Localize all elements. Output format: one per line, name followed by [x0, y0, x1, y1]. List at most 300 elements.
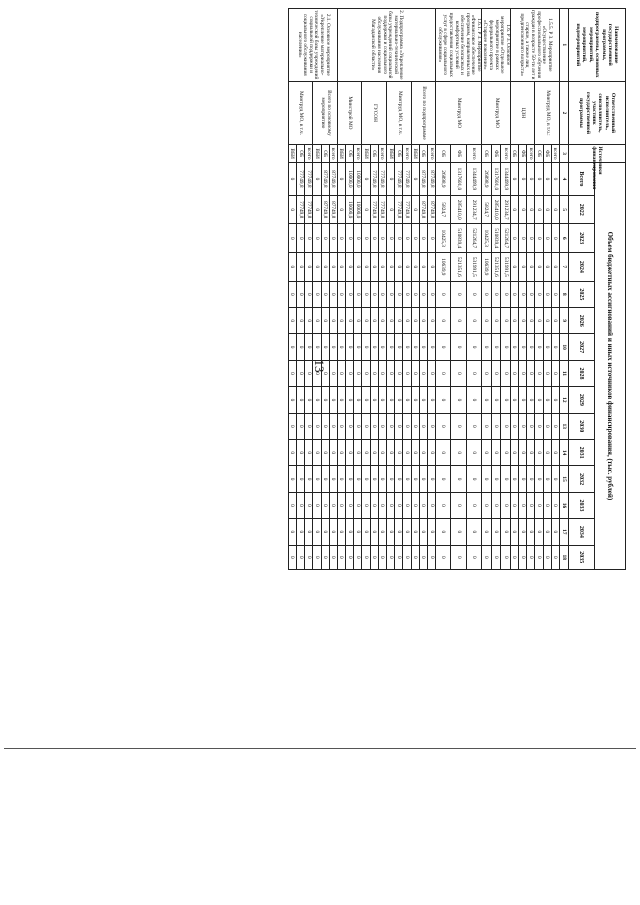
value-cell: 0: [451, 519, 466, 545]
value-cell: 0: [427, 253, 435, 282]
value-cell: 10425,3: [436, 224, 451, 253]
value-cell: 0: [501, 360, 511, 386]
value-cell: 0: [491, 308, 501, 334]
value-cell: 0: [329, 492, 337, 518]
page-rule: [4, 748, 636, 749]
value-cell: 0: [305, 519, 313, 545]
value-cell: 0: [305, 281, 313, 307]
value-cell: 0: [370, 308, 378, 334]
value-cell: 0: [337, 492, 345, 518]
value-cell: 0: [535, 253, 543, 282]
value-cell: 0: [313, 519, 321, 545]
value-cell: 0: [466, 281, 481, 307]
value-cell: 0: [329, 545, 337, 569]
value-cell: 0: [519, 466, 527, 492]
value-cell: 0: [337, 439, 345, 465]
value-cell: 0: [362, 519, 370, 545]
value-cell: 0: [519, 195, 527, 224]
value-cell: 0: [527, 281, 535, 307]
value-cell: 0: [551, 387, 559, 413]
page-number: 13: [312, 359, 327, 373]
header-source: Источники финансирования: [569, 145, 626, 163]
value-cell: 0: [403, 334, 411, 360]
value-cell: 0: [346, 519, 354, 545]
value-cell: 0: [346, 334, 354, 360]
table-row: [378, 9, 386, 570]
value-cell: 0: [481, 360, 491, 386]
value-cell: 0: [403, 224, 411, 253]
value-cell: 0: [305, 492, 313, 518]
value-cell: 0: [551, 360, 559, 386]
value-cell: 0: [466, 387, 481, 413]
value-cell: 0: [362, 195, 370, 224]
value-cell: 0: [403, 545, 411, 569]
value-cell: 77749,8: [305, 162, 313, 195]
value-cell: 0: [543, 413, 551, 439]
source-cell: ОБ: [436, 145, 451, 163]
column-index-cell: 15: [560, 466, 569, 492]
value-cell: 77749,8: [370, 195, 378, 224]
header-name: Наименование государственной программы, подпрограммы, основных мероприятий, мероприятий, подмероприятий: [569, 9, 626, 82]
header-year: 2028: [569, 360, 595, 386]
header-year: 2032: [569, 466, 595, 492]
table-row: [551, 9, 559, 570]
value-cell: 87749,8: [427, 162, 435, 195]
value-cell: 0: [354, 439, 362, 465]
value-cell: 0: [387, 281, 395, 307]
value-cell: 0: [354, 519, 362, 545]
value-cell: 0: [551, 195, 559, 224]
value-cell: 521351,6: [451, 253, 466, 282]
value-cell: 0: [451, 439, 466, 465]
header-year: 2027: [569, 334, 595, 360]
value-cell: 0: [543, 162, 551, 195]
value-cell: 0: [313, 334, 321, 360]
value-cell: 0: [387, 224, 395, 253]
value-cell: 0: [321, 466, 329, 492]
value-cell: 0: [321, 387, 329, 413]
value-cell: 0: [288, 162, 296, 195]
value-cell: 0: [321, 224, 329, 253]
value-cell: 0: [296, 413, 304, 439]
value-cell: 1344499,9: [501, 162, 511, 195]
value-cell: 0: [436, 387, 451, 413]
column-index-cell: 3: [560, 145, 569, 163]
value-cell: 0: [346, 360, 354, 386]
value-cell: 0: [403, 466, 411, 492]
value-cell: 0: [387, 334, 395, 360]
column-index-cell: 10: [560, 334, 569, 360]
value-cell: 1344499,9: [466, 162, 481, 195]
column-index-cell: 5: [560, 195, 569, 224]
value-cell: 0: [313, 360, 321, 386]
value-cell: 0: [535, 281, 543, 307]
value-cell: 0: [305, 387, 313, 413]
value-cell: 0: [436, 281, 451, 307]
value-cell: 0: [527, 413, 535, 439]
value-cell: 0: [481, 334, 491, 360]
value-cell: 291234,7: [466, 195, 481, 224]
value-cell: 77749,8: [395, 162, 403, 195]
column-index-cell: 4: [560, 162, 569, 195]
value-cell: 0: [354, 281, 362, 307]
value-cell: 0: [501, 281, 511, 307]
responsible-cell: Всего по основному мероприятию: [313, 81, 338, 145]
value-cell: 0: [527, 492, 535, 518]
value-cell: 0: [519, 308, 527, 334]
value-cell: 0: [362, 545, 370, 569]
header-responsible: Ответственный исполнитель, соисполнитель, участник государственной программы: [569, 81, 626, 145]
source-cell: ВБИ: [288, 145, 296, 163]
value-cell: 0: [288, 253, 296, 282]
value-cell: 0: [481, 308, 491, 334]
value-cell: 10000,0: [346, 195, 354, 224]
value-cell: 0: [329, 439, 337, 465]
value-cell: 0: [543, 334, 551, 360]
value-cell: 0: [451, 360, 466, 386]
responsible-cell: Минтруд МО: [436, 81, 482, 145]
value-cell: 0: [395, 281, 403, 307]
value-cell: 0: [321, 360, 329, 386]
value-cell: 0: [519, 413, 527, 439]
value-cell: 0: [288, 492, 296, 518]
program-name-cell: 1.6.1. Р 3. Мероприятие «Финансовое обеспечение программ, направленных на обеспечение безопасных и комфортных условий предоставления социальных услуг в сфере социального обслуживания»: [436, 9, 482, 82]
value-cell: 0: [370, 466, 378, 492]
value-cell: 77749,8: [378, 195, 386, 224]
value-cell: 0: [403, 439, 411, 465]
header-year: 2034: [569, 519, 595, 545]
value-cell: 0: [362, 492, 370, 518]
value-cell: 0: [403, 360, 411, 386]
value-cell: 0: [466, 492, 481, 518]
value-cell: 0: [436, 492, 451, 518]
value-cell: 0: [288, 195, 296, 224]
value-cell: 0: [370, 253, 378, 282]
value-cell: 0: [501, 334, 511, 360]
value-cell: 0: [436, 519, 451, 545]
value-cell: 0: [481, 492, 491, 518]
value-cell: 0: [551, 413, 559, 439]
value-cell: 0: [403, 281, 411, 307]
value-cell: 0: [491, 519, 501, 545]
value-cell: 0: [313, 492, 321, 518]
value-cell: 0: [436, 360, 451, 386]
value-cell: 0: [551, 439, 559, 465]
value-cell: 0: [305, 308, 313, 334]
value-cell: 0: [370, 492, 378, 518]
value-cell: 0: [481, 439, 491, 465]
value-cell: 1317601,0: [491, 162, 501, 195]
source-cell: всего: [378, 145, 386, 163]
value-cell: 0: [337, 308, 345, 334]
source-cell: всего: [466, 145, 481, 163]
value-cell: 77749,8: [378, 162, 386, 195]
value-cell: 0: [362, 224, 370, 253]
value-cell: 0: [337, 519, 345, 545]
header-year: 2033: [569, 492, 595, 518]
responsible-cell: ЦЗН: [510, 81, 535, 145]
value-cell: 0: [296, 308, 304, 334]
value-cell: 0: [451, 308, 466, 334]
value-cell: 0: [362, 334, 370, 360]
value-cell: 0: [411, 545, 419, 569]
table-row: [329, 9, 337, 570]
value-cell: 0: [491, 545, 501, 569]
value-cell: 0: [387, 387, 395, 413]
value-cell: 0: [288, 439, 296, 465]
value-cell: 0: [354, 224, 362, 253]
source-cell: ВБИ: [411, 145, 419, 163]
value-cell: 0: [535, 195, 543, 224]
value-cell: 0: [466, 308, 481, 334]
value-cell: 0: [551, 308, 559, 334]
value-cell: 0: [411, 308, 419, 334]
value-cell: 0: [535, 519, 543, 545]
column-index-cell: 8: [560, 281, 569, 307]
value-cell: 0: [362, 360, 370, 386]
value-cell: 0: [451, 466, 466, 492]
value-cell: 0: [535, 360, 543, 386]
value-cell: 0: [411, 439, 419, 465]
value-cell: 0: [403, 413, 411, 439]
value-cell: 0: [419, 545, 427, 569]
value-cell: 0: [329, 387, 337, 413]
value-cell: 0: [535, 466, 543, 492]
value-cell: 0: [527, 439, 535, 465]
value-cell: 0: [329, 224, 337, 253]
value-cell: 0: [387, 162, 395, 195]
value-cell: 0: [313, 413, 321, 439]
value-cell: 0: [370, 413, 378, 439]
value-cell: 0: [288, 545, 296, 569]
value-cell: 0: [519, 360, 527, 386]
value-cell: 10639,9: [481, 253, 491, 282]
responsible-cell: Минтруд МО, в т.ч.:: [535, 81, 560, 145]
value-cell: 0: [370, 519, 378, 545]
value-cell: 0: [527, 195, 535, 224]
value-cell: 0: [527, 308, 535, 334]
value-cell: 0: [411, 387, 419, 413]
value-cell: 0: [466, 334, 481, 360]
value-cell: 0: [519, 439, 527, 465]
source-cell: ВБИ: [313, 145, 321, 163]
value-cell: 0: [510, 387, 518, 413]
value-cell: 0: [354, 545, 362, 569]
value-cell: 0: [395, 360, 403, 386]
value-cell: 0: [296, 253, 304, 282]
source-cell: ОБ: [370, 145, 378, 163]
value-cell: 0: [378, 253, 386, 282]
value-cell: 0: [510, 195, 518, 224]
value-cell: 0: [329, 413, 337, 439]
value-cell: 0: [491, 360, 501, 386]
value-cell: 0: [419, 492, 427, 518]
value-cell: 0: [313, 387, 321, 413]
program-name-cell: 2. Подпрограмма «Укрепление материально-технической базы учреждений социальной поддержки и социального обслуживания населения Магаданской области»: [337, 9, 435, 82]
value-cell: 0: [466, 439, 481, 465]
value-cell: 0: [491, 466, 501, 492]
source-cell: ФБ: [451, 145, 466, 163]
value-cell: 0: [321, 308, 329, 334]
value-cell: 0: [378, 492, 386, 518]
value-cell: 0: [387, 519, 395, 545]
value-cell: 0: [370, 281, 378, 307]
value-cell: 10425,3: [481, 224, 491, 253]
value-cell: 0: [329, 308, 337, 334]
value-cell: 0: [543, 195, 551, 224]
column-index-cell: 11: [560, 360, 569, 386]
column-index-cell: 7: [560, 253, 569, 282]
value-cell: 0: [481, 466, 491, 492]
value-cell: 0: [501, 519, 511, 545]
value-cell: 0: [519, 281, 527, 307]
value-cell: 0: [378, 466, 386, 492]
value-cell: 0: [346, 545, 354, 569]
value-cell: 0: [354, 413, 362, 439]
value-cell: 0: [403, 253, 411, 282]
value-cell: 0: [535, 439, 543, 465]
value-cell: 0: [551, 224, 559, 253]
value-cell: 0: [403, 308, 411, 334]
value-cell: 0: [378, 308, 386, 334]
value-cell: 0: [419, 253, 427, 282]
value-cell: 77749,8: [296, 195, 304, 224]
value-cell: 0: [313, 545, 321, 569]
value-cell: 0: [427, 466, 435, 492]
value-cell: 0: [305, 439, 313, 465]
value-cell: 0: [346, 387, 354, 413]
value-cell: 0: [535, 162, 543, 195]
source-cell: ОБ: [296, 145, 304, 163]
value-cell: 0: [387, 195, 395, 224]
value-cell: 0: [535, 334, 543, 360]
value-cell: 0: [543, 360, 551, 386]
value-cell: 0: [501, 387, 511, 413]
value-cell: 0: [451, 545, 466, 569]
value-cell: 0: [427, 308, 435, 334]
value-cell: 0: [346, 308, 354, 334]
value-cell: 87749,8: [419, 162, 427, 195]
value-cell: 0: [419, 413, 427, 439]
table-row: [427, 9, 435, 570]
responsible-cell: Минтруд МО, в т.ч.: [387, 81, 412, 145]
value-cell: 0: [543, 387, 551, 413]
value-cell: 0: [395, 308, 403, 334]
value-cell: 0: [346, 439, 354, 465]
value-cell: 0: [313, 281, 321, 307]
value-cell: 0: [346, 224, 354, 253]
value-cell: 0: [329, 253, 337, 282]
value-cell: 0: [501, 545, 511, 569]
value-cell: 0: [313, 224, 321, 253]
value-cell: 0: [535, 387, 543, 413]
value-cell: 0: [395, 545, 403, 569]
value-cell: 0: [354, 360, 362, 386]
value-cell: 0: [378, 519, 386, 545]
table-row: [501, 9, 511, 570]
value-cell: 0: [527, 545, 535, 569]
value-cell: 87749,8: [419, 195, 427, 224]
value-cell: 0: [481, 519, 491, 545]
value-cell: 0: [419, 466, 427, 492]
value-cell: 0: [362, 439, 370, 465]
value-cell: 0: [436, 545, 451, 569]
value-cell: 0: [510, 360, 518, 386]
value-cell: 0: [321, 413, 329, 439]
value-cell: 0: [337, 360, 345, 386]
value-cell: 0: [466, 519, 481, 545]
value-cell: 0: [288, 281, 296, 307]
value-cell: 0: [378, 224, 386, 253]
value-cell: 0: [466, 545, 481, 569]
rotated-table-wrapper: [60, 8, 626, 570]
value-cell: 0: [346, 492, 354, 518]
value-cell: 0: [419, 334, 427, 360]
value-cell: 87749,8: [321, 195, 329, 224]
value-cell: 0: [288, 360, 296, 386]
value-cell: 26898,9: [481, 162, 491, 195]
value-cell: 0: [427, 281, 435, 307]
value-cell: 0: [329, 334, 337, 360]
value-cell: 0: [387, 545, 395, 569]
value-cell: 0: [510, 519, 518, 545]
value-cell: 0: [510, 253, 518, 282]
value-cell: 0: [387, 439, 395, 465]
value-cell: 0: [296, 224, 304, 253]
column-index-row: [560, 9, 569, 570]
value-cell: 0: [411, 195, 419, 224]
value-cell: 0: [535, 308, 543, 334]
budget-table: [288, 8, 626, 570]
value-cell: 0: [427, 439, 435, 465]
value-cell: 0: [395, 519, 403, 545]
value-cell: 0: [337, 387, 345, 413]
value-cell: 0: [346, 281, 354, 307]
value-cell: 0: [362, 466, 370, 492]
value-cell: 0: [387, 492, 395, 518]
value-cell: 0: [527, 162, 535, 195]
value-cell: 0: [288, 308, 296, 334]
value-cell: 0: [362, 281, 370, 307]
value-cell: 0: [501, 466, 511, 492]
header-funding-title: Объем бюджетных ассигнований и иных источников финансирования, (тыс. рублей): [595, 162, 626, 569]
value-cell: 0: [403, 519, 411, 545]
value-cell: 0: [370, 439, 378, 465]
value-cell: 0: [296, 281, 304, 307]
value-cell: 0: [296, 545, 304, 569]
value-cell: 0: [436, 439, 451, 465]
value-cell: 0: [535, 545, 543, 569]
value-cell: 77749,8: [305, 195, 313, 224]
value-cell: 87749,8: [329, 195, 337, 224]
value-cell: 0: [378, 387, 386, 413]
value-cell: 26898,9: [436, 162, 451, 195]
value-cell: 0: [527, 334, 535, 360]
value-cell: 0: [436, 334, 451, 360]
value-cell: 0: [411, 224, 419, 253]
value-cell: 0: [354, 492, 362, 518]
value-cell: 0: [329, 519, 337, 545]
value-cell: 0: [387, 308, 395, 334]
value-cell: 0: [491, 439, 501, 465]
header-year: 2035: [569, 545, 595, 569]
table-row: [305, 9, 313, 570]
source-cell: ФБ: [543, 145, 551, 163]
value-cell: 0: [543, 253, 551, 282]
value-cell: 0: [321, 519, 329, 545]
value-cell: 0: [535, 492, 543, 518]
value-cell: 0: [296, 492, 304, 518]
